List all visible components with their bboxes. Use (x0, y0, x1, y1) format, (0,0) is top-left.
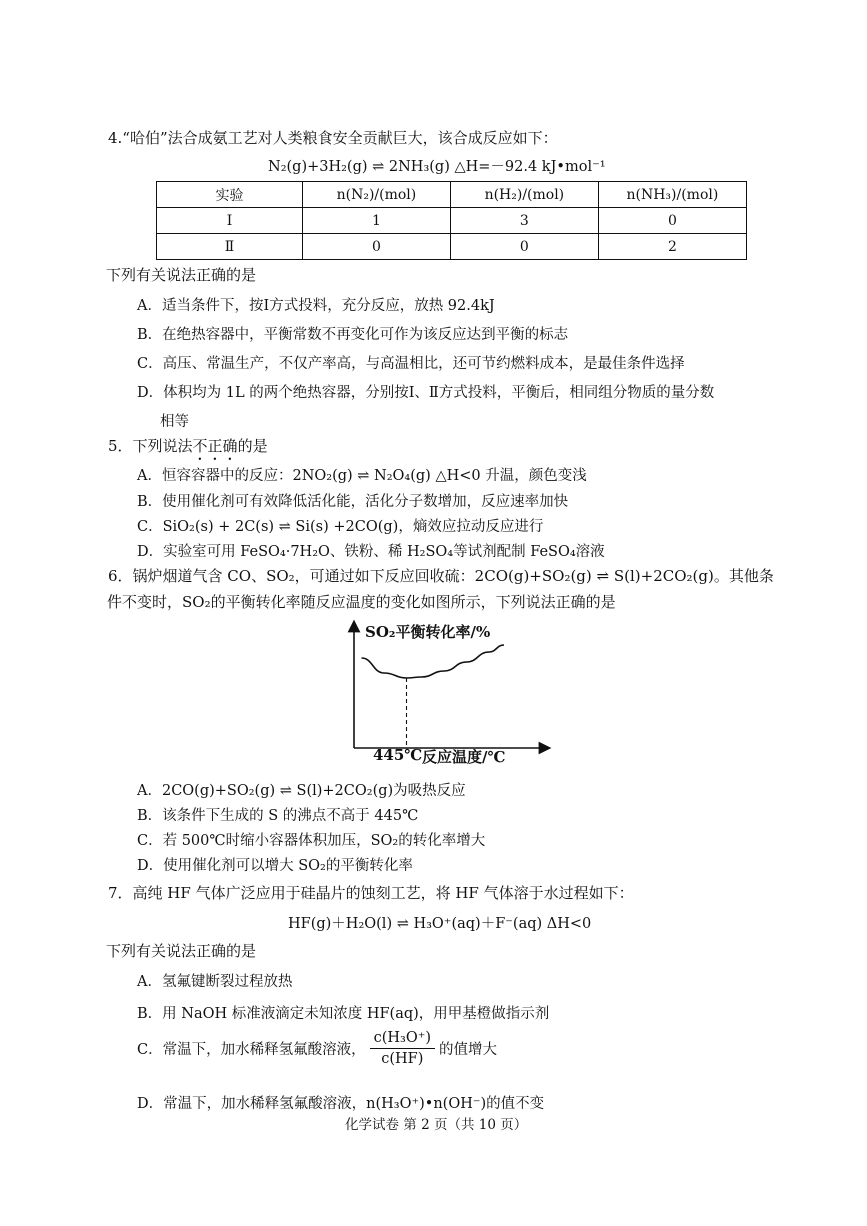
x-tick-label: 445℃ (373, 746, 423, 764)
q5-option-b: B．使用催化剂可有效降低活化能，活化分子数增加，反应速率加快 (137, 494, 569, 510)
q5-option-d: D．实验室可用 FeSO₄·7H₂O、铁粉、稀 H₂SO₄等试剂配制 FeSO₄溶液 (137, 544, 605, 560)
table-cell: 3 (450, 208, 598, 234)
q7-equation: HF(g)＋H₂O(l) ⇌ H₃O⁺(aq)＋F⁻(aq) ΔH<0 (288, 916, 592, 932)
q6-option-d: D．使用催化剂可以增大 SO₂的平衡转化率 (137, 858, 413, 874)
q4-option-c: C．高压、常温生产，不仅产率高，与高温相比，还可节约燃料成本，是最佳条件选择 (137, 356, 685, 372)
series-line (362, 645, 505, 678)
q6-stem-line2: 件不变时，SO₂的平衡转化率随反应温度的变化如图所示，下列说法正确的是 (107, 593, 616, 611)
q4-option-b: B．在绝热容器中，平衡常数不再变化可作为该反应达到平衡的标志 (137, 327, 569, 343)
q6-option-c: C．若 500℃时缩小容器体积加压，SO₂的转化率增大 (137, 833, 486, 849)
q6-option-a: A．2CO(g)+SO₂(g) ⇌ S(l)+2CO₂(g)为吸热反应 (137, 783, 466, 799)
table-cell: 0 (302, 234, 450, 260)
table-cell: 0 (598, 208, 746, 234)
q5-emphasis: 不正确 (192, 437, 238, 455)
q5-stem-pre: 5．下列说法 (108, 437, 193, 455)
fraction-denominator: c(HF) (381, 1051, 424, 1067)
q4-equation: N₂(g)+3H₂(g) ⇌ 2NH₃(g) △H=－92.4 kJ•mol⁻¹ (268, 159, 606, 175)
fraction-numerator: c(H₃O⁺) (370, 1030, 435, 1049)
x-axis-label: 反应温度/℃ (422, 748, 506, 766)
table-cell: 1 (302, 208, 450, 234)
q5-option-a: A．恒容容器中的反应：2NO₂(g) ⇌ N₂O₄(g) △H<0 升温，颜色变浅 (137, 468, 587, 484)
q5-stem-post: 的是 (237, 437, 268, 455)
q7-option-d: D．常温下，加水稀释氢氟酸溶液，n(H₃O⁺)•n(OH⁻)的值不变 (137, 1096, 545, 1112)
table-cell: 2 (598, 234, 746, 260)
table-header-cell: n(H₂)/(mol) (450, 182, 598, 208)
q6-option-b: B．该条件下生成的 S 的沸点不高于 445℃ (137, 808, 419, 824)
y-axis-label: SO₂平衡转化率/% (365, 623, 491, 641)
q7-option-c-post: 的值增大 (439, 1042, 498, 1058)
q4-option-d-cont: 相等 (160, 414, 189, 430)
q4-option-a: A．适当条件下，按Ⅰ方式投料，充分反应，放热 92.4kJ (137, 298, 495, 314)
table-row (157, 234, 747, 260)
table-header-cell: n(NH₃)/(mol) (598, 182, 746, 208)
table-cell: 0 (450, 234, 598, 260)
q5-stem (108, 435, 268, 464)
q4-prompt: 下列有关说法正确的是 (106, 266, 257, 284)
q4-stem: 4.“哈伯”法合成氨工艺对人类粮食安全贡献巨大，该合成反应如下： (108, 129, 558, 147)
q6-stem-line1: 6．锅炉烟道气含 CO、SO₂，可通过如下反应回收硫：2CO(g)+SO₂(g) ⇌ S(l)+2CO₂(g)。其他条 (108, 567, 774, 585)
table-cell: Ⅰ (157, 208, 303, 234)
q7-option-c (137, 1030, 497, 1067)
page-footer: 化学试卷 第 2 页（共 10 页） (345, 1117, 528, 1133)
table-cell: Ⅱ (157, 234, 303, 260)
table-header-cell: 实验 (157, 182, 303, 208)
q7-prompt: 下列有关说法正确的是 (106, 942, 257, 960)
q7-option-b: B．用 NaOH 标准液滴定未知浓度 HF(aq)，用甲基橙做指示剂 (137, 1006, 550, 1022)
table-row (157, 208, 747, 234)
q4-option-d: D．体积均为 1L 的两个绝热容器，分别按Ⅰ、Ⅱ方式投料，平衡后，相同组分物质的量分数 (137, 385, 715, 401)
q4-table (156, 181, 747, 260)
table-header-cell: n(N₂)/(mol) (302, 182, 450, 208)
fraction (370, 1030, 435, 1067)
q7-option-a: A．氢氟键断裂过程放热 (137, 974, 293, 990)
q5-option-c: C．SiO₂(s) + 2C(s) ⇌ Si(s) +2CO(g)，熵效应拉动反应进行 (137, 519, 544, 535)
q7-option-c-pre: C．常温下，加水稀释氢氟酸溶液， (137, 1042, 366, 1058)
q7-stem: 7．高纯 HF 气体广泛应用于硅晶片的蚀刻工艺，将 HF 气体溶于水过程如下： (108, 884, 634, 902)
table-header-row (157, 182, 747, 208)
